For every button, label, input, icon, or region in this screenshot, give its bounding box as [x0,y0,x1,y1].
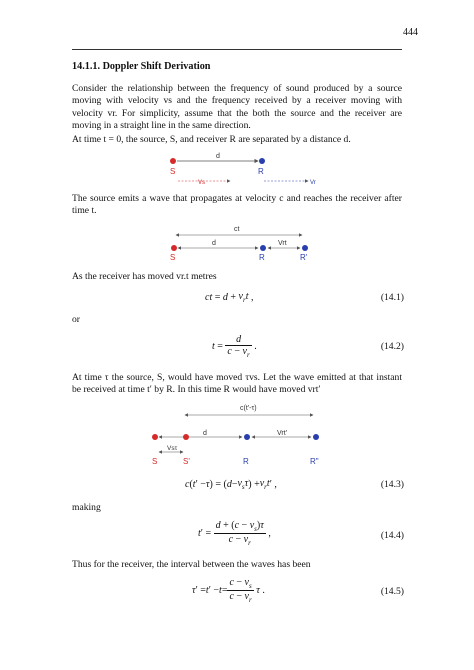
label-rpp3: R" [310,457,319,466]
label-d2: d [212,240,216,247]
label-vr: Vr [310,180,316,186]
paragraph-wave-emission: The source emits a wave that propagates at velocity c and reaches the receiver after time t. [72,193,402,217]
paragraph-initial-state: At time t = 0, the source, S, and receiver R are separated by a distance d. [72,134,351,145]
receiver-moved-dot-2 [302,245,308,251]
label-r: R [258,167,264,176]
equation-number-14-5: (14.5) [380,586,404,597]
label-s3: S [152,457,158,466]
equation-number-14-2: (14.2) [380,341,404,352]
equation-number-14-3: (14.3) [380,479,404,490]
header-rule [72,49,402,50]
source-dot-2 [171,245,177,251]
label-vrt: Vrt [278,240,287,247]
equation-14-4: t ′ = $\frac{d + (c - v_s)\tau}{c - v_r}$ , [198,520,271,547]
equation-14-3: c ( t ′ − τ ) = ( d − $v_s\tau$ ) + $v_rt$ ′ , [185,478,277,491]
source-dot-3 [152,434,158,440]
paragraph-receiver-moved: As the receiver has moved vr.t metres [72,271,217,282]
paragraph-interval: Thus for the receiver, the interval between the waves has been [72,559,311,570]
equation-14-1: ct = d + $v_rt$ , [205,291,254,304]
equation-14-5: τ ′ = t ′ − t = $\frac{c - v_s}{c - v_r}$ τ . [192,577,265,604]
paragraph-making: making [72,502,101,513]
equation-number-14-4: (14.4) [380,530,404,541]
label-sp3: S' [183,457,190,466]
label-vrt3: Vrt' [277,430,288,437]
paragraph-later-emission: At time τ the source, S, would have moved τvs. Let the wave emitted at that instant be received at time t′ by R. In this time R would have moved vrt′ [72,372,402,396]
diagram-wave-propagation [150,222,350,262]
label-r2: R [259,253,265,262]
receiver-dot-3 [244,434,250,440]
source-dot [170,158,176,164]
label-ctt: c(t'-τ) [240,405,257,412]
equation-14-2: t = $\frac{d}{c - v_r}$ . [212,334,257,359]
section-heading: 14.1.1. Doppler Shift Derivation [72,61,211,72]
label-r3: R [243,457,249,466]
label-ct: ct [234,226,240,233]
receiver-dot [259,158,265,164]
diagram-initial-separation [150,148,340,188]
label-d: d [216,153,220,160]
label-vst: Vsτ [167,445,178,452]
paragraph-or: or [72,314,80,325]
label-s: S [170,167,176,176]
diagram-moving-source [145,401,345,471]
equation-number-14-1: (14.1) [380,292,404,303]
receiver-dot-2 [260,245,266,251]
label-rp2: R' [300,253,308,262]
label-vs: Vs [198,180,206,186]
page-number: 444 [403,27,418,38]
receiver-moved-dot-3 [313,434,319,440]
label-d3: d [203,430,207,437]
source-moved-dot-3 [183,434,189,440]
label-s2: S [170,253,176,262]
paragraph-intro: Consider the relationship between the frequency of sound produced by a source moving with velocity vs and the frequency received by a receiver moving with velocity vr. For simplicity, assume that the both the source and the receiver are moving in a straight line in the same direction. [72,83,402,132]
